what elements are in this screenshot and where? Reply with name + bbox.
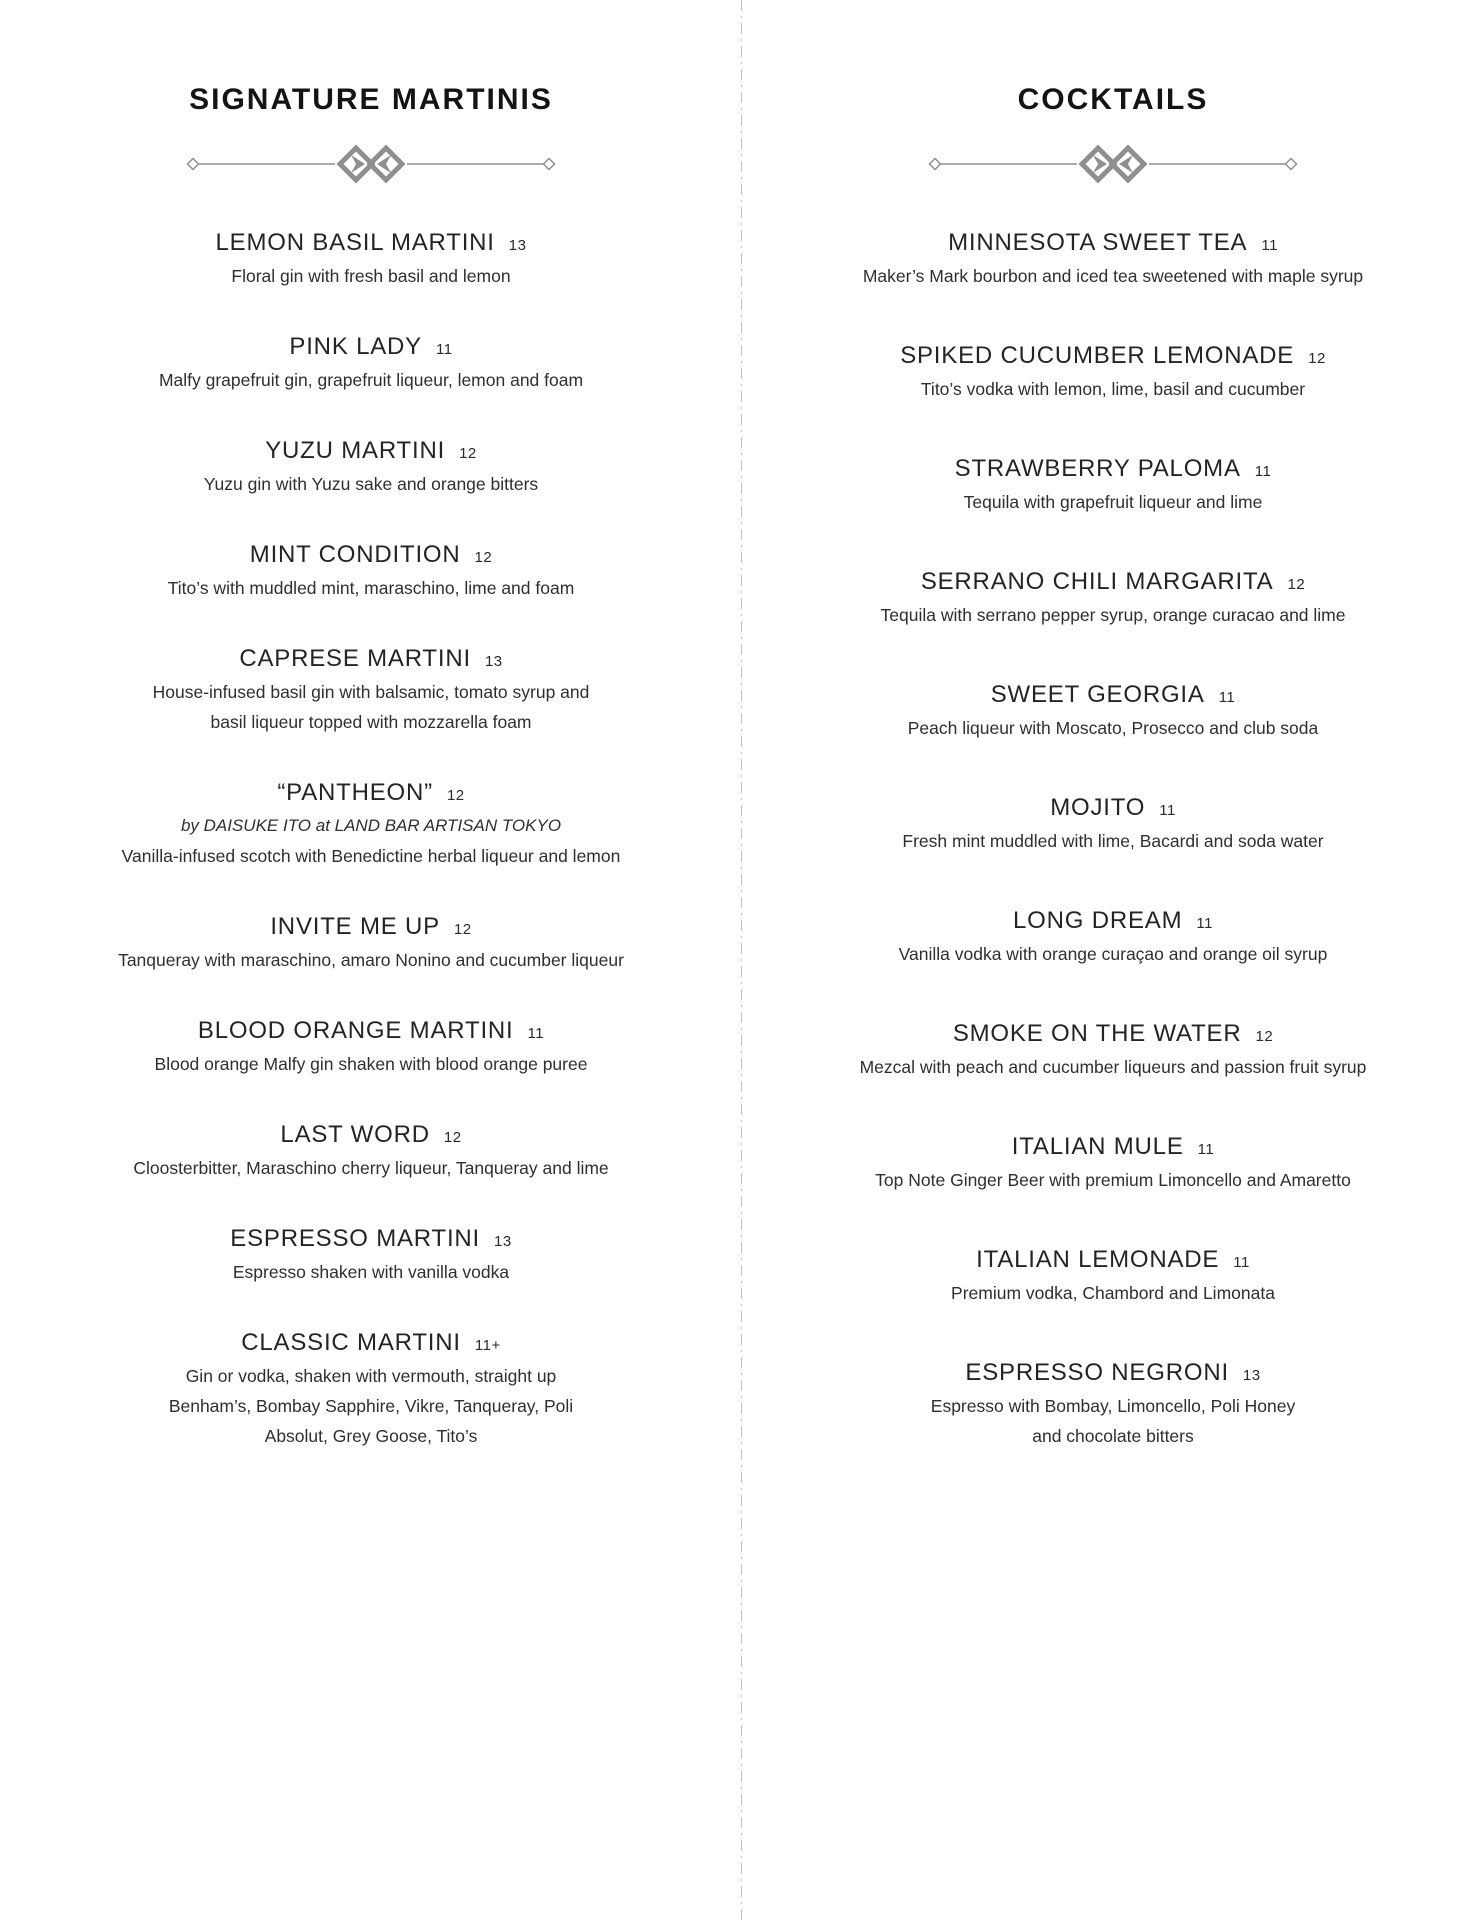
item-name: ESPRESSO NEGRONI <box>965 1359 1229 1386</box>
item-description: Peach liqueur with Moscato, Prosecco and club soda <box>907 718 1319 738</box>
menu-item <box>742 1358 1484 1451</box>
item-price: 12 <box>459 445 477 462</box>
menu-item <box>0 1328 742 1451</box>
item-name: YUZU MARTINI <box>265 437 446 464</box>
item-price: 11 <box>1233 1254 1250 1271</box>
item-name: LAST WORD <box>280 1121 430 1148</box>
item-description: Tequila with serrano pepper syrup, orange curacao and lime <box>880 605 1346 625</box>
item-price: 11 <box>436 341 453 358</box>
item-price: 13 <box>494 1233 512 1250</box>
item-description: and chocolate bitters <box>1032 1426 1194 1446</box>
menu-item <box>0 228 742 291</box>
item-name: “PANTHEON” <box>277 779 433 806</box>
item-name: SERRANO CHILI MARGARITA <box>920 568 1274 595</box>
item-description: Malfy grapefruit gin, grapefruit liqueur, lemon and foam <box>158 370 584 390</box>
item-description: Fresh mint muddled with lime, Bacardi and soda water <box>902 831 1324 851</box>
menu-item <box>0 332 742 395</box>
menu-item <box>0 540 742 603</box>
item-description: Top Note Ginger Beer with premium Limoncello and Amaretto <box>875 1170 1351 1190</box>
item-name: SPIKED CUCUMBER LEMONADE <box>900 342 1295 369</box>
menu-item <box>0 1016 742 1079</box>
item-name: LEMON BASIL MARTINI <box>215 229 495 256</box>
item-name: ITALIAN MULE <box>1011 1133 1184 1160</box>
item-price: 11 <box>1261 237 1278 254</box>
menu-item <box>742 1019 1484 1082</box>
menu-item <box>0 644 742 737</box>
item-name: SMOKE ON THE WATER <box>952 1020 1242 1047</box>
item-description: Mezcal with peach and cucumber liqueurs and passion fruit syrup <box>859 1057 1367 1077</box>
menu-item <box>742 567 1484 630</box>
menu-item <box>0 1120 742 1183</box>
item-description: Tanqueray with maraschino, amaro Nonino and cucumber liqueur <box>118 950 624 970</box>
item-price: 11 <box>1197 1141 1215 1158</box>
item-description: Floral gin with fresh basil and lemon <box>231 266 511 286</box>
item-price: 11 <box>1218 689 1236 706</box>
menu-item <box>742 454 1484 517</box>
item-price: 12 <box>1308 350 1326 367</box>
item-attribution: by DAISUKE ITO at LAND BAR ARTISAN TOKYO <box>180 816 562 835</box>
item-name: BLOOD ORANGE MARTINI <box>197 1017 514 1044</box>
item-price: 12 <box>453 921 472 938</box>
item-name: MINT CONDITION <box>249 541 461 568</box>
column-divider <box>741 0 742 1920</box>
item-price: 12 <box>446 787 465 804</box>
item-name: LONG DREAM <box>1013 907 1183 934</box>
item-description: Absolut, Grey Goose, Tito’s <box>264 1426 478 1446</box>
item-name: CAPRESE MARTINI <box>239 645 471 672</box>
item-description: Tito’s with muddled mint, maraschino, lime and foam <box>167 578 575 598</box>
menu-item <box>742 680 1484 743</box>
item-description: Cloosterbitter, Maraschino cherry liqueur, Tanqueray and lime <box>133 1158 609 1178</box>
item-price: 11 <box>1159 802 1176 819</box>
item-price: 12 <box>443 1129 462 1146</box>
item-price: 13 <box>484 653 503 670</box>
item-price: 13 <box>1242 1367 1261 1384</box>
menu-item <box>742 341 1484 404</box>
item-description: House-infused basil gin with balsamic, tomato syrup and <box>152 682 590 702</box>
menu-item <box>0 436 742 499</box>
menu-item <box>0 778 742 871</box>
diamond-divider-icon <box>185 144 557 184</box>
item-price: 12 <box>474 549 493 566</box>
item-price: 12 <box>1287 576 1306 593</box>
item-description: Tequila with grapefruit liqueur and lime <box>963 492 1263 512</box>
item-price: 11 <box>1254 463 1272 480</box>
item-price: 11+ <box>474 1337 501 1354</box>
menu-item <box>0 1224 742 1287</box>
item-description: Vanilla-infused scotch with Benedictine herbal liqueur and lemon <box>121 846 621 866</box>
item-description: Vanilla vodka with orange curaçao and orange oil syrup <box>898 944 1328 964</box>
menu-item <box>742 1132 1484 1195</box>
item-name: PINK LADY <box>289 333 422 360</box>
item-description: Blood orange Malfy gin shaken with blood orange puree <box>154 1054 588 1074</box>
menu-item <box>0 912 742 975</box>
item-price: 11 <box>1196 915 1213 932</box>
item-name: SWEET GEORGIA <box>990 681 1205 708</box>
diamond-divider-icon <box>927 144 1299 184</box>
item-name: INVITE ME UP <box>270 913 440 940</box>
item-price: 13 <box>508 237 527 254</box>
menu-item <box>742 228 1484 291</box>
menu-item <box>742 793 1484 856</box>
item-description: Espresso shaken with vanilla vodka <box>232 1262 510 1282</box>
item-name: STRAWBERRY PALOMA <box>954 455 1241 482</box>
item-description: Benham’s, Bombay Sapphire, Vikre, Tanqueray, Poli <box>168 1396 574 1416</box>
item-name: MOJITO <box>1050 794 1146 821</box>
item-price: 12 <box>1255 1028 1274 1045</box>
item-name: ESPRESSO MARTINI <box>230 1225 481 1252</box>
item-description: Tito’s vodka with lemon, lime, basil and cucumber <box>920 379 1306 399</box>
item-name: CLASSIC MARTINI <box>241 1329 461 1356</box>
item-price: 11 <box>527 1025 545 1042</box>
item-name: MINNESOTA SWEET TEA <box>948 229 1248 256</box>
menu-item <box>742 1245 1484 1308</box>
section-title: SIGNATURE MARTINIS <box>189 83 553 116</box>
item-description: basil liqueur topped with mozzarella foam <box>210 712 532 732</box>
item-name: ITALIAN LEMONADE <box>976 1246 1220 1273</box>
item-description: Yuzu gin with Yuzu sake and orange bitters <box>203 474 539 494</box>
section-cocktails <box>742 0 1484 1920</box>
menu-item <box>742 906 1484 969</box>
item-description: Maker’s Mark bourbon and iced tea sweetened with maple syrup <box>862 266 1364 286</box>
item-description: Gin or vodka, shaken with vermouth, straight up <box>185 1366 557 1386</box>
item-description: Premium vodka, Chambord and Limonata <box>951 1283 1275 1303</box>
section-title: COCKTAILS <box>1017 83 1209 116</box>
item-description: Espresso with Bombay, Limoncello, Poli Honey <box>930 1396 1296 1416</box>
